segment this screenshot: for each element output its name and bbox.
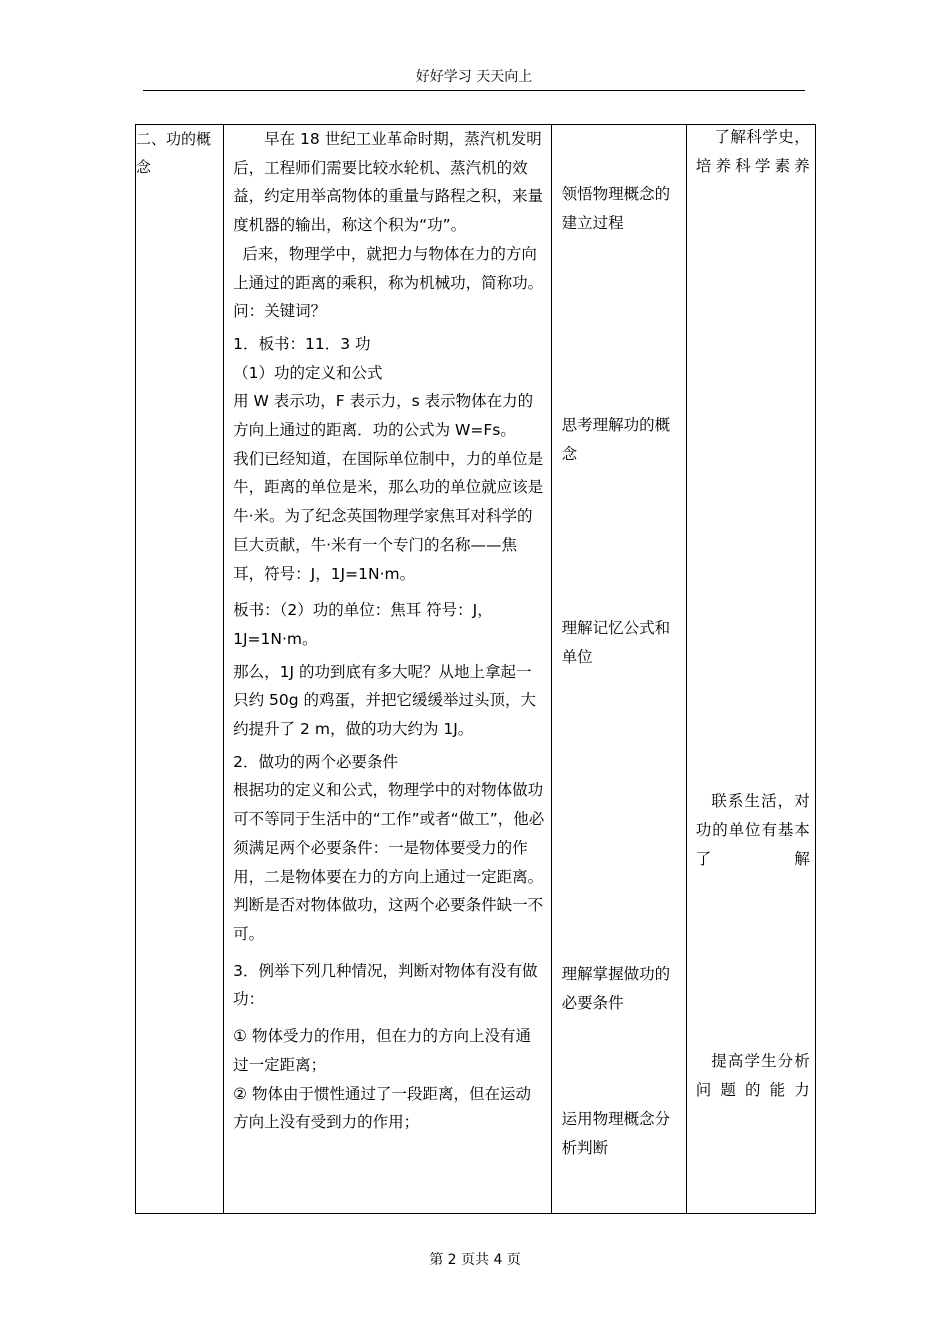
content-paragraph: 板书：（2）功的单位：焦耳 符号：J，1J=1N·m。 [233, 601, 493, 648]
student-activity: 运用物理概念分析判断 [561, 1110, 671, 1157]
content-paragraph: 那么，1J 的功到底有多大呢？从地上拿起一只约 50g 的鸡蛋，并把它缓缓举过头顶，大约提升了 2 m，做的功大约为 1J。 [233, 662, 537, 739]
content-paragraph: 2．做功的两个必要条件 [233, 752, 398, 771]
content-paragraph: 早在 18 世纪工业革命时期，蒸汽机发明后，工程师们需要比较水轮机、蒸汽机的效益，约定用举高物体的重量与路程之积，来量度机器的输出，称这个积为“功”。 [233, 130, 544, 235]
content-paragraph: 1．板书：11．3 功 [233, 334, 371, 353]
page-number: 第 2 页共 4 页 [429, 1252, 521, 1268]
page-header [143, 66, 805, 91]
section-title-cell [136, 125, 224, 1214]
design-intent: 提高学生分析问题的能力 [695, 1052, 810, 1099]
content-body [233, 125, 545, 1137]
student-activity-cell [551, 125, 686, 1214]
content-paragraph: 3．例举下列几种情况，判断对物体有没有做功： [233, 961, 538, 1009]
student-activity: 领悟物理概念的建立过程 [561, 185, 671, 232]
section-title: 二、功的概念 [136, 130, 212, 176]
content-paragraph: ① 物体受力的作用，但在力的方向上没有通过一定距离； [233, 1027, 531, 1074]
content-paragraph: 我们已经知道，在国际单位制中，力的单位是牛，距离的单位是米，那么功的单位就应该是牛·米。为了纪念英国物理学家焦耳对科学的巨大贡献，牛·米有一个专门的名称——焦耳，符号：J，1J=1N·m。 [233, 449, 544, 583]
content-paragraph: 后来，物理学中，就把力与物体在力的方向上通过的距离的乘积，称为机械功，简称功。 [233, 244, 544, 292]
content-paragraph: 根据功的定义和公式，物理学中的对物体做功可不等同于生活中的“工作”或者“做工”，他必须满足两个必要条件：一是物体要受力的作用，二是物体要在力的方向上通过一定距离。判断是否对物体做功，这两个必要条件缺一不可。 [233, 781, 545, 943]
content-paragraph: 问：关键词？ [233, 302, 327, 321]
content-paragraph: （1）功的定义和公式 [233, 363, 383, 382]
table-row [136, 125, 816, 1214]
lesson-table [135, 124, 816, 1214]
design-intent: 联系生活，对功的单位有基本了解 [695, 792, 810, 868]
content-paragraph: ② 物体由于惯性通过了一段距离，但在运动方向上没有受到力的作用； [233, 1084, 531, 1132]
student-activity: 理解掌握做功的必要条件 [561, 965, 671, 1012]
content-cell [224, 125, 551, 1214]
student-activity: 思考理解功的概念 [561, 416, 671, 463]
design-intent-cell [686, 125, 815, 1214]
page-footer [0, 1249, 950, 1269]
header-title: 好好学习 天天向上 [415, 69, 533, 85]
design-intent: 了解科学史，培养科学素养 [695, 128, 810, 175]
content-paragraph: 用 W 表示功，F 表示力，s 表示物体在力的方向上通过的距离．功的公式为 W=Fs。 [233, 392, 534, 440]
student-activity: 理解记忆公式和单位 [561, 619, 671, 666]
